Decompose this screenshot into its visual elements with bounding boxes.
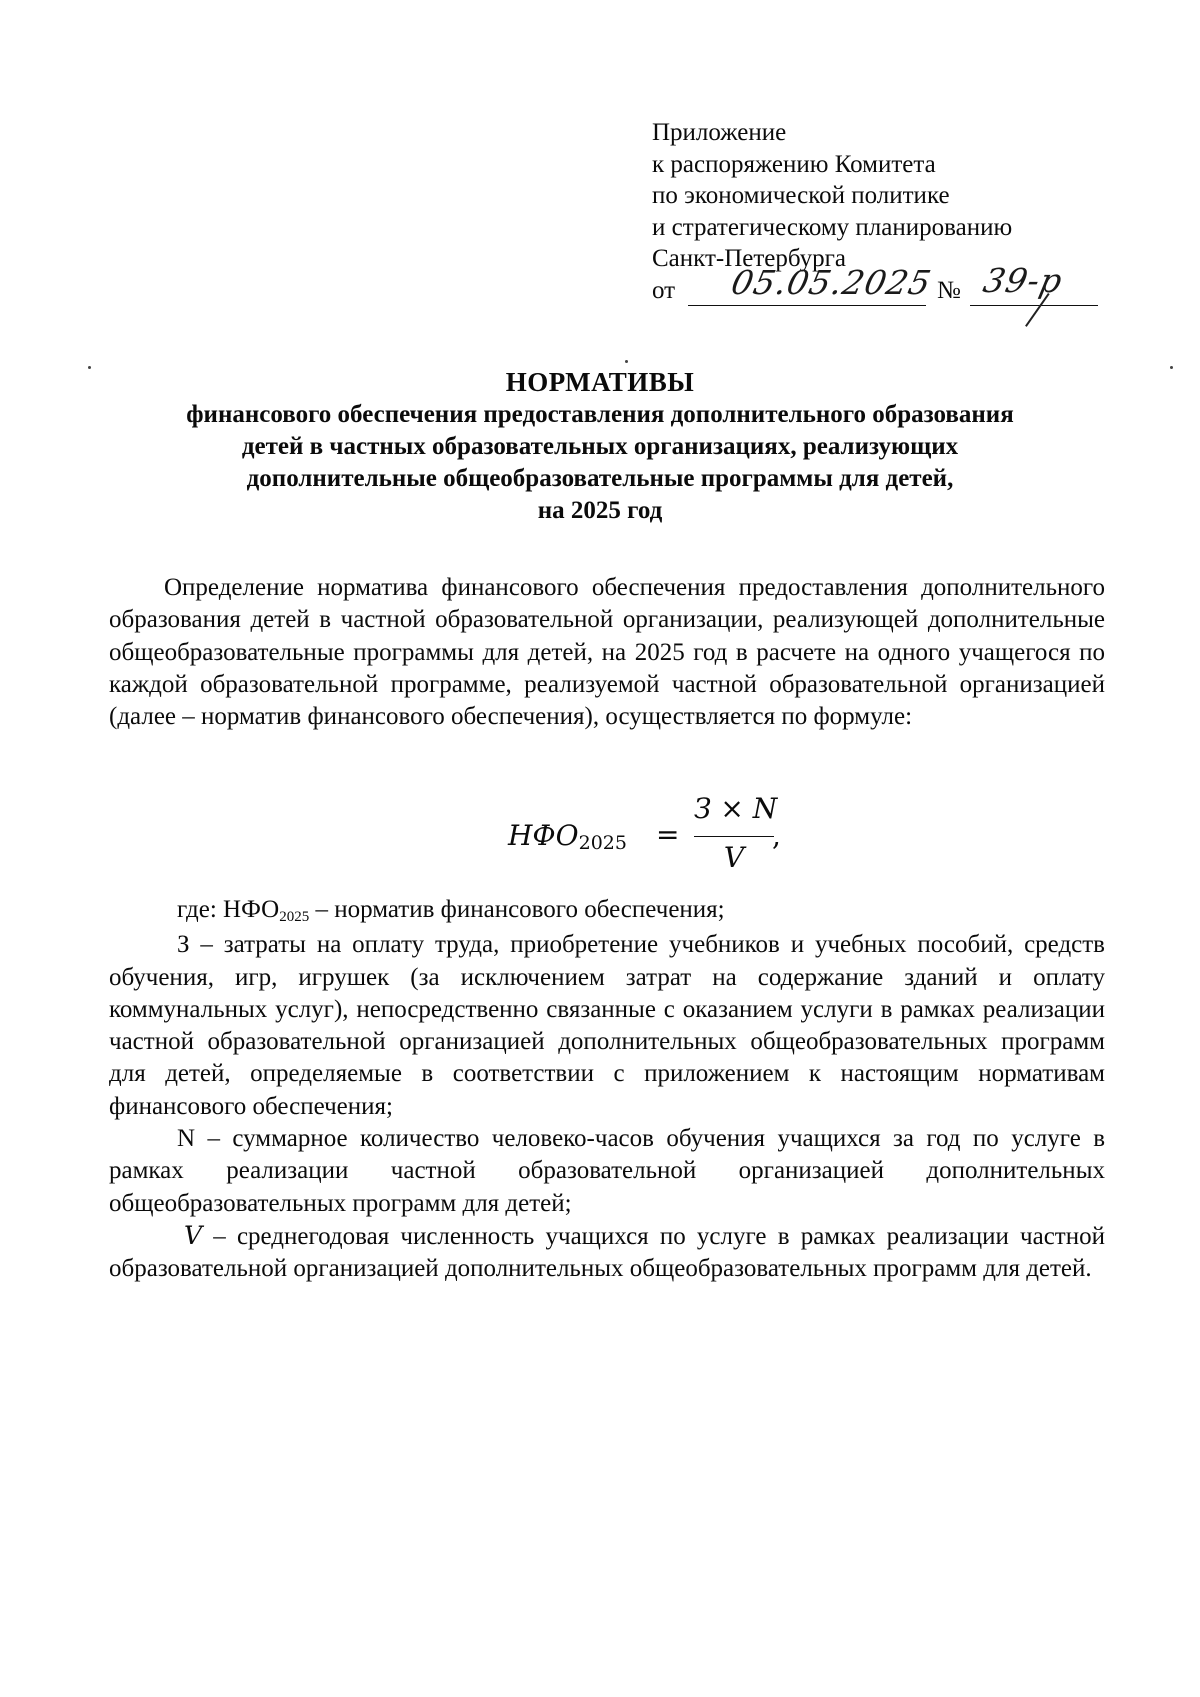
document-title — [70, 365, 1130, 527]
appendix-line: Санкт-Петербурга — [652, 245, 847, 272]
formula — [508, 792, 781, 880]
title-subline: на 2025 год — [537, 497, 663, 524]
number-label: № — [937, 276, 961, 304]
definition-nfo-sub: 2025 — [279, 909, 310, 925]
definition-v-text: – среднегодовая численность учащихся по услуге в рамках реализации частной образовательной организацией дополнительных общеобразовательных программ для детей. — [109, 1222, 1105, 1283]
intro-paragraph — [109, 572, 1105, 733]
formula-numerator: З × N — [694, 792, 778, 825]
appendix-line: по экономической политике — [652, 182, 950, 209]
formula-lhs — [508, 819, 627, 852]
title-subline: дополнительные общеобразовательные программы для детей, — [246, 465, 954, 492]
definition-nfo-prefix: где: НФО — [177, 896, 280, 923]
formula-fraction-bar — [694, 836, 774, 837]
definition-nfo — [109, 894, 1105, 929]
scan-speck — [625, 360, 628, 363]
number-underline — [970, 305, 1098, 306]
appendix-header — [652, 117, 1172, 313]
intro-text: Определение норматива финансового обеспечения предоставления дополнительного образования детей в частной образовательной организации, реализующей дополнительные общеобразовательные программы для детей, на 2025 год в расчете на одного учащегося по каждой образовательной программе, реализуемой частной образовательной организацией (далее – норматив финансового обеспечения), осуществляется по формуле: — [109, 574, 1105, 731]
definition-nfo-text: – норматив финансового обеспечения; — [309, 896, 725, 923]
date-prefix: от — [652, 276, 676, 304]
appendix-line: Приложение — [652, 119, 787, 146]
definition-z: З – затраты на оплату труда, приобретение учебников и учебных пособий, средств обучения, игр, игрушек (за исключением затрат на содержание зданий и оплату коммунальных услуг), непосредственно связанные с оказанием услуги в рамках реализации частной образовательной организацией дополнительных общеобразовательных программ для детей, определяемые в соответствии с приложением к настоящим нормативам финансового обеспечения; — [109, 931, 1105, 1120]
date-number-line — [652, 260, 1172, 313]
formula-lhs-main: НФО — [508, 819, 579, 852]
title-subline: финансового обеспечения предоставления дополнительного образования — [186, 401, 1014, 428]
formula-lhs-sub: 2025 — [578, 832, 627, 854]
handwritten-number: 39-р — [979, 260, 1067, 300]
title-main: НОРМАТИВЫ — [505, 367, 695, 397]
definitions — [109, 894, 1105, 1286]
appendix-line: и стратегическому планированию — [652, 213, 1013, 241]
definition-v — [109, 1220, 1105, 1286]
formula-denominator: V — [723, 841, 745, 874]
handwritten-date: 05.05.2025 — [727, 262, 936, 302]
appendix-line: к распоряжению Комитета — [652, 150, 936, 178]
date-underline — [688, 305, 926, 306]
formula-equals: = — [656, 818, 680, 851]
title-subline: детей в частных образовательных организациях, реализующих — [241, 433, 959, 460]
formula-comma: , — [772, 819, 781, 852]
scan-speck — [1170, 366, 1173, 369]
definition-v-symbol: V — [184, 1220, 203, 1250]
definition-n: N – суммарное количество человеко-часов обучения учащихся за год по услуге в рамках реализации частной образовательной организацией дополнительных общеобразовательных программ для детей; — [109, 1125, 1105, 1217]
